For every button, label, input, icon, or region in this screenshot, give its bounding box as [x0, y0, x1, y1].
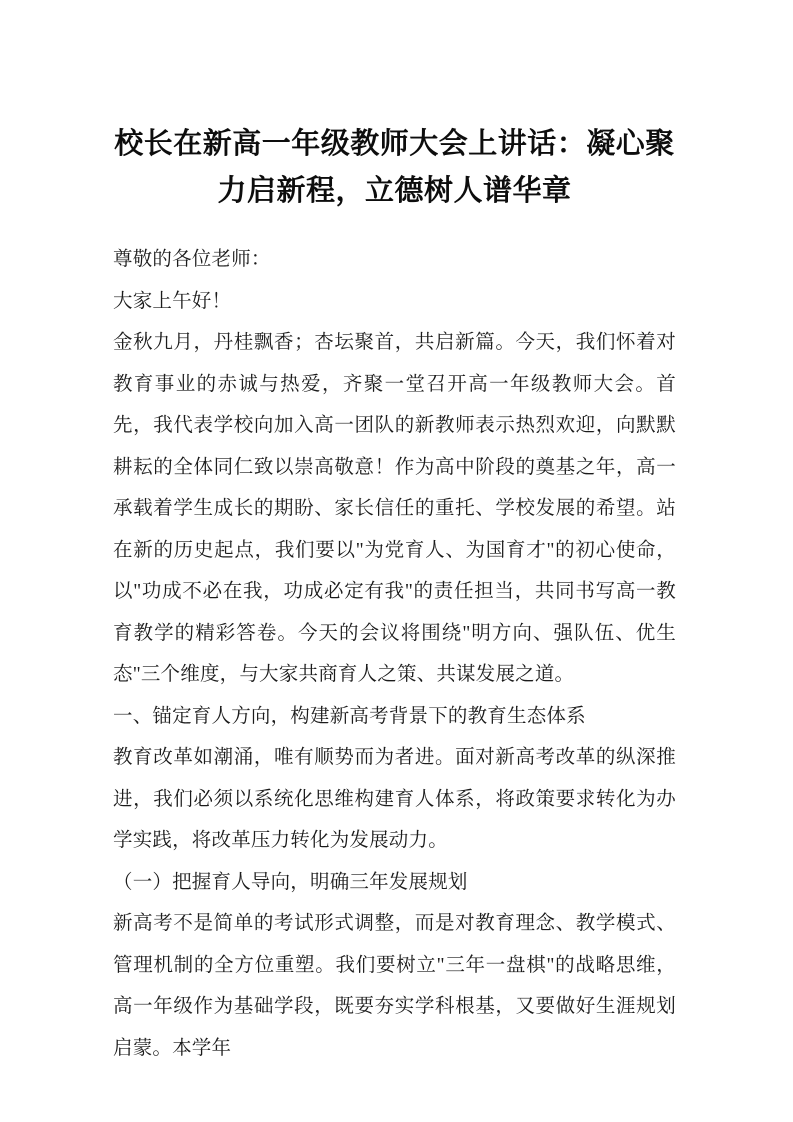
greeting-paragraph: 大家上午好！: [113, 290, 232, 312]
document-body: [113, 239, 676, 1069]
subsection-1-heading: （一）把握育人导向，明确三年发展规划: [113, 871, 468, 893]
opening-paragraph: 金秋九月，丹桂飘香；杏坛聚首，共启新篇。今天，我们怀着对教育事业的赤诚与热爱，齐聚一堂召开高一年级教师大会。首先，我代表学校向加入高一团队的新教师表示热烈欢迎，向默默耕耘的全体同仁致以崇高敬意！作为高中阶段的奠基之年，高一承载着学生成长的期盼、家长信任的重托、学校发展的希望。站在新的历史起点，我们要以"为党育人、为国育才"的初心使命，以"功成不必在我，功成必定有我"的责任担当，共同书写高一教育教学的精彩答卷。今天的会议将围绕"明方向、强队伍、优生态"三个维度，与大家共商育人之策、共谋发展之道。: [113, 332, 676, 685]
subsection-1-paragraph: 新高考不是简单的考试形式调整，而是对教育理念、教学模式、管理机制的全方位重塑。我们要树立"三年一盘棋"的战略思维，高一年级作为基础学段，既要夯实学科根基，又要做好生涯规划启蒙。本学年: [113, 913, 676, 1059]
section-1-paragraph: 教育改革如潮涌，唯有顺势而为者进。面对新高考改革的纵深推进，我们必须以系统化思维构建育人体系，将政策要求转化为办学实践，将改革压力转化为发展动力。: [113, 747, 676, 851]
salutation-paragraph: 尊敬的各位老师：: [113, 249, 271, 270]
document-title: 校长在新高一年级教师大会上讲话：凝心聚力启新程，立德树人谱华章: [114, 128, 675, 207]
section-1-heading: 一、锚定育人方向，构建新高考背景下的教育生态体系: [113, 705, 586, 727]
